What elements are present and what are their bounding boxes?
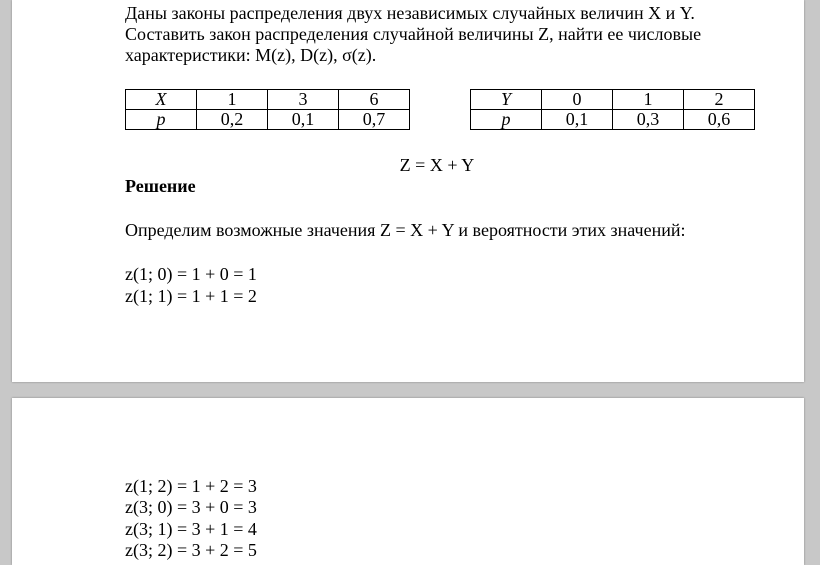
distribution-table-x bbox=[125, 89, 410, 130]
equation-line: z(3; 1) = 3 + 1 = 4 bbox=[125, 519, 257, 539]
distribution-table-y bbox=[470, 89, 755, 130]
document-page-2 bbox=[12, 398, 804, 565]
problem-line-1: Даны законы распределения двух независимых случайных величин X и Y. bbox=[125, 3, 695, 23]
solution-intro: Определим возможные значения Z = X + Y и вероятности этих значений: bbox=[125, 220, 686, 240]
equation-line: z(1; 0) = 1 + 0 = 1 bbox=[125, 264, 257, 284]
problem-line-2: Составить закон распределения случайной величины Z, найти ее числовые bbox=[125, 24, 702, 44]
table-cell: 1 bbox=[197, 90, 268, 110]
table-row bbox=[126, 90, 410, 110]
table-header-cell: p bbox=[471, 110, 542, 130]
table-cell: 0 bbox=[542, 90, 613, 110]
table-cell: 6 bbox=[339, 90, 410, 110]
table-cell: 1 bbox=[613, 90, 684, 110]
table-cell: 0,1 bbox=[268, 110, 339, 130]
document-page-1 bbox=[12, 0, 804, 382]
solution-heading: Решение bbox=[125, 176, 196, 196]
table-row bbox=[471, 90, 755, 110]
equation-line: z(1; 1) = 1 + 1 = 2 bbox=[125, 286, 257, 306]
table-header-cell: Y bbox=[471, 90, 542, 110]
table-header-cell: p bbox=[126, 110, 197, 130]
formula: Z = X + Y bbox=[399, 155, 475, 175]
table-cell: 3 bbox=[268, 90, 339, 110]
table-row bbox=[126, 110, 410, 130]
equation-line: z(3; 0) = 3 + 0 = 3 bbox=[125, 497, 257, 517]
problem-statement bbox=[125, 3, 749, 66]
table-cell: 0,2 bbox=[197, 110, 268, 130]
table-cell: 0,7 bbox=[339, 110, 410, 130]
table-cell: 2 bbox=[684, 90, 755, 110]
table-cell: 0,3 bbox=[613, 110, 684, 130]
equation-line: z(1; 2) = 1 + 2 = 3 bbox=[125, 476, 257, 496]
table-header-cell: X bbox=[126, 90, 197, 110]
equation-line: z(3; 2) = 3 + 2 = 5 bbox=[125, 540, 257, 560]
problem-line-3: характеристики: M(z), D(z), σ(z). bbox=[125, 45, 377, 65]
table-cell: 0,1 bbox=[542, 110, 613, 130]
table-row bbox=[471, 110, 755, 130]
table-cell: 0,6 bbox=[684, 110, 755, 130]
